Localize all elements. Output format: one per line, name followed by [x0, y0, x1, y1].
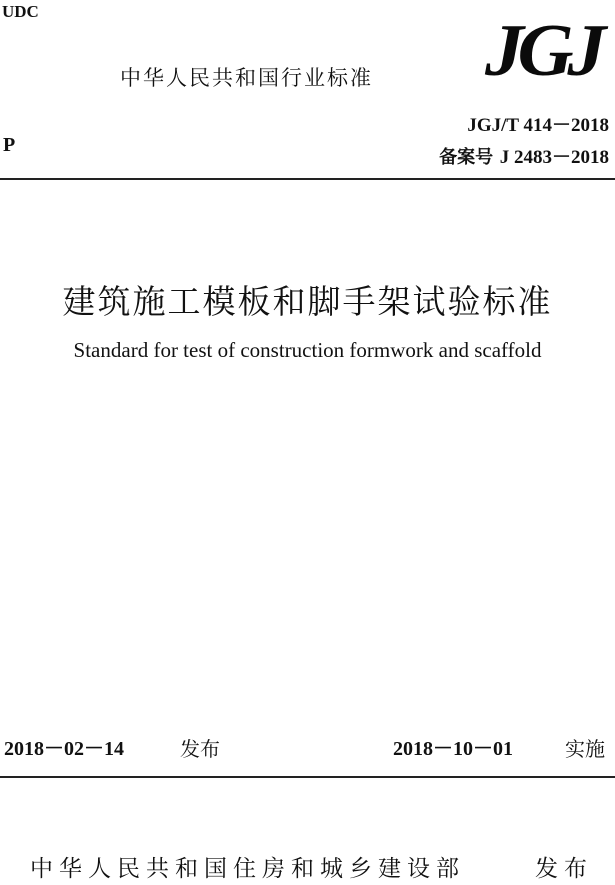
- title-english: Standard for test of construction formwork and scaffold: [73, 338, 542, 362]
- filing-number: J 2483－2018: [499, 147, 609, 168]
- udc-label: UDC: [2, 2, 39, 21]
- filing-number-line: [439, 142, 609, 169]
- top-divider: [0, 178, 615, 180]
- issuing-authority: 中华人民共和国住房和城乡建设部: [30, 856, 465, 882]
- classification-code: P: [3, 134, 16, 156]
- authority-action: 发布: [535, 856, 593, 882]
- bottom-divider: [0, 776, 615, 778]
- title-chinese: 建筑施工模板和脚手架试验标准: [62, 282, 553, 321]
- standard-category: 中华人民共和国行业标准: [120, 66, 373, 90]
- filing-label: 备案号: [439, 147, 494, 168]
- standard-number: JGJ/T 414－2018: [467, 115, 609, 136]
- jgj-logo: JGJ: [485, 10, 600, 92]
- effective-label: 实施: [565, 737, 605, 761]
- issue-label: 发布: [180, 737, 220, 761]
- issue-date: 2018－02－14: [4, 738, 124, 760]
- effective-date: 2018－10－01: [393, 738, 513, 760]
